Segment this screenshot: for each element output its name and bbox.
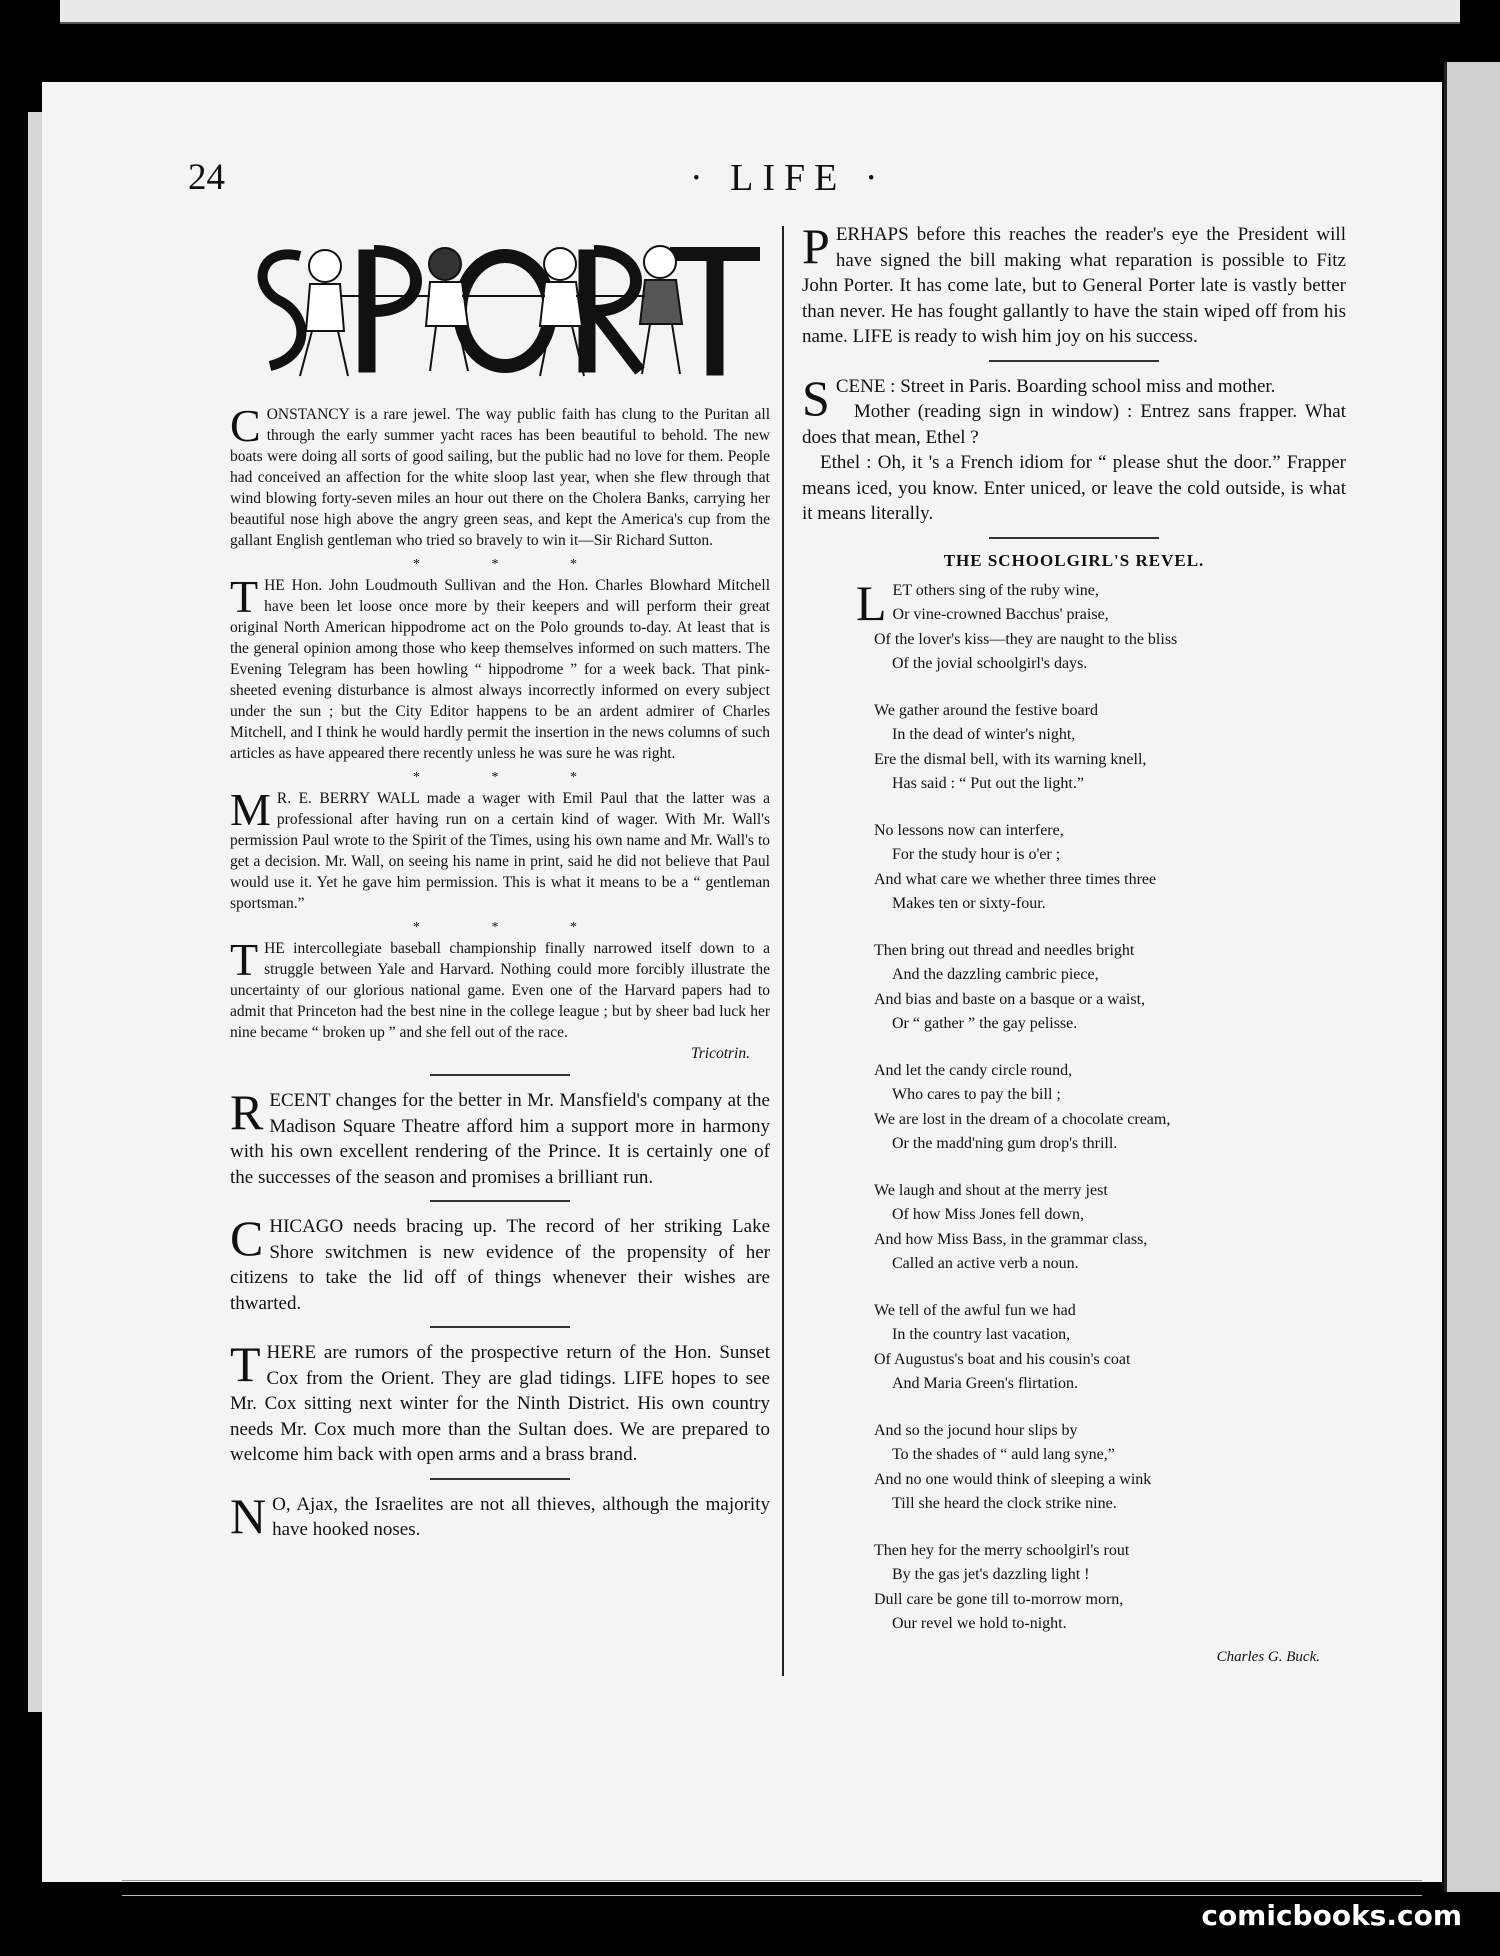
poem-line-text: And bias and baste on a basque or a waist, (874, 990, 1146, 1008)
poem-line (874, 1108, 1346, 1133)
poem-line-text: Of the lover's kiss—they are naught to the bliss (874, 630, 1178, 648)
section-stars: * * * (413, 920, 611, 935)
poem-line (874, 1299, 1346, 1324)
drop-cap: R (230, 1084, 264, 1140)
page-bottom-edge (122, 1880, 1422, 1896)
poem-line-text: Called an active verb a noun. (892, 1255, 1079, 1272)
poem-stanza (874, 699, 1346, 797)
poem-line-text: Then bring out thread and needles bright (874, 941, 1135, 959)
paragraph-sullivan (230, 571, 770, 764)
poem-line (874, 1372, 1346, 1397)
poem-line-text: We laugh and shout at the merry jest (874, 1181, 1108, 1199)
poem-line-text: Has said : “ Put out the light.” (892, 775, 1084, 792)
poem-line (874, 1228, 1346, 1253)
poem-line-text: We tell of the awful fun we had (874, 1301, 1076, 1319)
poem-line (874, 843, 1346, 868)
poem-line (874, 1083, 1346, 1108)
column-divider (782, 226, 784, 1676)
poem-line (874, 1132, 1346, 1157)
poem-line (874, 748, 1346, 773)
poem-line (874, 772, 1346, 797)
poem-line (874, 939, 1346, 964)
poem-line-text: To the shades of “ auld lang syne,” (892, 1446, 1115, 1463)
poem-title: THE SCHOOLGIRL'S REVEL. (943, 550, 1205, 570)
poem-line-text: Of how Miss Jones fell down, (892, 1206, 1084, 1223)
drop-cap: T (230, 1336, 261, 1392)
poem-stanza (874, 1539, 1346, 1637)
poem-line (874, 603, 1346, 628)
horizontal-rule (430, 1326, 570, 1328)
poem-stanza (874, 1179, 1346, 1277)
poem-line (874, 963, 1346, 988)
drop-cap: M (230, 784, 271, 835)
paragraph-mother: Mother (reading sign in window) : Entrez sans frapper. What does that mean, Ethel ? (802, 401, 1346, 448)
poem-line (874, 1539, 1346, 1564)
paragraph-ajax (230, 1487, 770, 1544)
drop-cap: L (856, 574, 887, 631)
poem-line-text: Who cares to pay the bill ; (892, 1086, 1061, 1103)
sport-banner-illustration (240, 226, 760, 391)
paragraph-text: ECENT changes for the better in Mr. Mansfield's company at the Madison Square Theatre afford him a support more in harmony with his own excellent rendering of the Prince. It is certainly one of the successes of the season and promises a brilliant run. (230, 1090, 770, 1188)
paragraph-text: ERHAPS before this reaches the reader's eye the President will have signed the bill making what reparation is possible to Fitz John Porter. It has come late, but to General Porter late is vastly better than never. He has fought gallantly to have the stain wiped off from his name. LIFE is ready to wish him joy on his success. (802, 224, 1346, 347)
poem-line-text: And the dazzling cambric piece, (892, 966, 1099, 983)
poem-line-text: Till she heard the clock strike nine. (892, 1495, 1117, 1512)
poem-line-text: Then hey for the merry schoolgirl's rout (874, 1541, 1130, 1559)
poem-line-text: Of the jovial schoolgirl's days. (892, 655, 1088, 672)
poem-line (874, 699, 1346, 724)
poem-line-text: And no one would think of sleeping a wink (874, 1470, 1152, 1488)
poem-line (874, 1612, 1346, 1637)
poem-stanza (874, 939, 1346, 1037)
poem-line-text: Ere the dismal bell, with its warning knell, (874, 750, 1147, 768)
paragraph-text: HERE are rumors of the prospective return of the Hon. Sunset Cox from the Orient. They are glad tidings. LIFE hopes to see Mr. Cox sitting next winter for the Ninth District. His own country needs Mr. Cox much more than the Sultan does. We are prepared to welcome him back with open arms and a brass brand. (230, 1342, 770, 1465)
poem-line (874, 1348, 1346, 1373)
poem-line (874, 1323, 1346, 1348)
scan-top-edge (60, 0, 1460, 24)
poem-line (874, 1252, 1346, 1277)
masthead-title: · LIFE · (690, 157, 887, 199)
horizontal-rule (989, 360, 1159, 362)
poem-line-text: Of Augustus's boat and his cousin's coat (874, 1350, 1131, 1368)
poem-line-text: Or the madd'ning gum drop's thrill. (892, 1135, 1118, 1152)
poem-line (874, 1012, 1346, 1037)
poem-line (874, 1059, 1346, 1084)
paragraph-constancy (230, 400, 770, 551)
poem-stanza (874, 819, 1346, 917)
paragraph-chicago (230, 1210, 770, 1316)
drop-cap: T (230, 934, 259, 985)
poem-line-text: And how Miss Bass, in the grammar class, (874, 1230, 1148, 1248)
horizontal-rule (430, 1200, 570, 1202)
right-column (802, 218, 1346, 1666)
poem-line-text: Our revel we hold to-night. (892, 1615, 1067, 1632)
signature-tricotrin: Tricotrin. (690, 1045, 750, 1062)
poem-line-text: By the gas jet's dazzling light ! (892, 1566, 1090, 1583)
poem-stanza (874, 1299, 1346, 1397)
poem-stanza (856, 574, 1346, 677)
drop-cap: T (230, 571, 259, 622)
poem-line-text: For the study hour is o'er ; (892, 846, 1061, 863)
poem-line (874, 868, 1346, 893)
horizontal-rule (430, 1074, 570, 1076)
poem-line (874, 628, 1346, 653)
poem-line (874, 1492, 1346, 1517)
poem-line-text: And let the candy circle round, (874, 1061, 1073, 1079)
poem-line-text: No lessons now can interfere, (874, 821, 1064, 839)
poem-line-text: ET others sing of the ruby wine, (892, 581, 1099, 599)
poem-line (874, 1588, 1346, 1613)
poem-line (874, 1563, 1346, 1588)
poem-line-text: Dull care be gone till to-morrow morn, (874, 1590, 1124, 1608)
poem-line-text: We are lost in the dream of a chocolate cream, (874, 1110, 1171, 1128)
poem-signature: Charles G. Buck. (1216, 1648, 1320, 1665)
paragraph-ethel: Ethel : Oh, it 's a French idiom for “ please shut the door.” Frapper means iced, you know. Enter uniced, or leave the cold outside, is what it means literally. (802, 452, 1346, 524)
poem-line-text: And what care we whether three times three (874, 870, 1157, 888)
poem-line-text: Or “ gather ” the gay pelisse. (892, 1015, 1078, 1032)
section-stars: * * * (413, 770, 611, 785)
poem-schoolgirls-revel (802, 574, 1346, 1637)
poem-line (874, 1203, 1346, 1228)
paragraph-berry-wall (230, 784, 770, 914)
horizontal-rule (989, 537, 1159, 539)
poem-line (874, 1179, 1346, 1204)
poem-line (874, 1443, 1346, 1468)
horizontal-rule (430, 1478, 570, 1480)
paragraph-text: HE intercollegiate baseball championship finally narrowed itself down to a struggle between Yale and Harvard. Nothing could more forcibly illustrate the uncertainty of our glorious national game. Even one of the Harvard papers had to admit that Princeton had the best nine in the college league ; but by sheer bad luck her nine became “ broken up ” and she fell out of the race. (230, 940, 770, 1041)
drop-cap: C (230, 1210, 264, 1266)
poem-line (874, 1419, 1346, 1444)
paragraph-baseball (230, 934, 770, 1043)
paragraph-mansfield (230, 1084, 770, 1190)
poem-line (874, 723, 1346, 748)
scan-right-page-edge (1444, 62, 1500, 1892)
paragraph-text: HE Hon. John Loudmouth Sullivan and the Hon. Charles Blowhard Mitchell have been let loose once more by their keepers and will perform their great original North American hippodrome act on the Polo grounds to-day. At least that is the general opinion among those who keep themselves informed on such matters. The Evening Telegram has been howling “ hippodrome ” for a week back. That pink-sheeted evening disturbance is almost always incorrectly informed on every subject under the sun ; but the City Editor happens to be an ardent admirer of Charles Mitchell, and I think he would hardly permit the insertion in the news columns of such articles as have appeared there recently unless he was sure he was right. (230, 577, 770, 762)
drop-cap: S (802, 369, 830, 426)
poem-line (874, 819, 1346, 844)
poem-line-text: Or vine-crowned Bacchus' praise, (892, 606, 1109, 623)
poem-line (874, 1468, 1346, 1493)
drop-cap: P (802, 218, 830, 274)
paragraph-text: CENE : Street in Paris. Boarding school miss and mother. (835, 375, 1276, 397)
paragraph-text: HICAGO needs bracing up. The record of her striking Lake Shore switchmen is new evidence of the propensity of her citizens to take the lid off of things whenever their wishes are thwarted. (230, 1216, 770, 1314)
paragraph-fitz-john-porter (802, 218, 1346, 350)
page-number: 24 (188, 157, 225, 198)
site-watermark: comicbooks.com (1201, 1899, 1462, 1932)
poem-line-text: Makes ten or sixty-four. (892, 895, 1046, 912)
paragraph-text: O, Ajax, the Israelites are not all thieves, although the majority have hooked noses. (272, 1493, 770, 1540)
paragraph-text: R. E. BERRY WALL made a wager with Emil Paul that the latter was a professional after having run on a certain kind of wager. With Mr. Wall's permission Paul wrote to the Spirit of the Times, using his own name and Mr. Wall's to get a decision. Mr. Wall, on seeing his name in print, said he did not believe that Paul would use it. Yet he gave him permission. This is what it means to be a “ gentleman sportsman.” (230, 790, 770, 912)
poem-line-text: We gather around the festive board (874, 701, 1098, 719)
poem-stanza (874, 1419, 1346, 1517)
section-stars: * * * (413, 557, 611, 572)
paragraph-sunset-cox (230, 1336, 770, 1468)
poem-line (874, 988, 1346, 1013)
poem-line-text: In the dead of winter's night, (892, 726, 1076, 743)
poem-line-text: In the country last vacation, (892, 1326, 1071, 1343)
poem-stanza (874, 1059, 1346, 1157)
drop-cap: N (230, 1487, 267, 1544)
drop-cap: C (230, 400, 261, 451)
poem-line (874, 892, 1346, 917)
poem-line-text: And so the jocund hour slips by (874, 1421, 1078, 1439)
paragraph-text: ONSTANCY is a rare jewel. The way public faith has clung to the Puritan all through the early summer yacht races has been beautiful to behold. The new boats were doing all sorts of good sailing, but the public had no love for them. People had conceived an affection for the white sloop last year, when she flew through that wind blowing forty-seven miles an hour out there on the Cholera Banks, carrying her beautiful nose high above the angry green seas, and kept the America's cup from the gallant English gentleman who tried so bravely to win it—Sir Richard Sutton. (230, 406, 770, 549)
left-column (230, 226, 770, 1543)
poem-line (874, 652, 1346, 677)
poem-line-text: And Maria Green's flirtation. (892, 1375, 1078, 1392)
